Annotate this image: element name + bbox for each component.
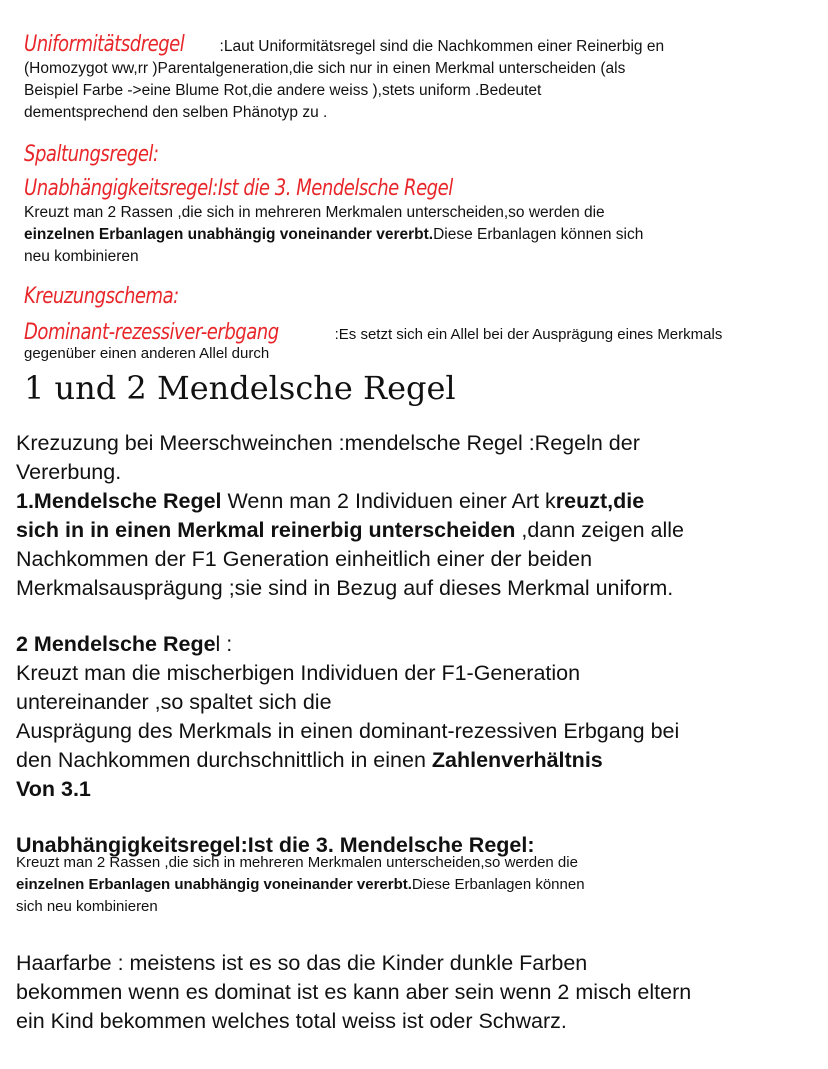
independence-bold: einzelnen Erbanlagen unabhängig voneinander vererbt. bbox=[24, 226, 434, 243]
independence-line-2: Diese Erbanlagen können sich bbox=[433, 226, 644, 243]
rule2-label-rest: l : bbox=[215, 632, 233, 656]
dominant-recessive-block bbox=[24, 322, 804, 362]
dominant-recessive-line-2: gegenüber einen anderen Allel durch bbox=[24, 345, 270, 362]
dominant-recessive-heading: Dominant-rezessiver-erbgang bbox=[24, 320, 279, 345]
page-title: 1 und 2 Mendelsche Regel bbox=[24, 369, 456, 407]
uniformity-text: :Laut Uniformitätsregel sind die Nachkommen einer Reinerbig en bbox=[219, 38, 665, 55]
rule2-line-5: Von 3.1 bbox=[16, 777, 91, 801]
rule2-line-2: untereinander ,so spaltet sich die bbox=[16, 690, 332, 714]
hair-line-1: Haarfarbe : meistens ist es so das die Kinder dunkle Farben bbox=[16, 951, 588, 975]
rule1-bold-2: sich in in einen Merkmal reinerbig unterscheiden bbox=[16, 518, 516, 542]
rule1-label: 1.Mendelsche Regel bbox=[16, 489, 222, 513]
rule3-body bbox=[16, 852, 796, 918]
uniformity-heading: Uniformitätsdregel bbox=[24, 32, 185, 57]
uniformity-rule-block bbox=[24, 34, 804, 124]
rule2-line-3: Ausprägung des Merkmals in einen dominant-rezessiven Erbgang bei bbox=[16, 719, 680, 743]
independence-line-3: neu kombinieren bbox=[24, 248, 139, 265]
main-body bbox=[16, 429, 796, 860]
rule2-line-4b: Zahlenverhältnis bbox=[431, 748, 603, 772]
rule1-bold-1: reuzt,die bbox=[555, 489, 645, 513]
uniformity-line-2: (Homozygot ww,rr )Parentalgeneration,die sich nur in einen Merkmal unterscheiden (als bbox=[24, 60, 626, 77]
rule2-line-4a: den Nachkommen durchschnittlich in einen bbox=[16, 748, 432, 772]
cross-scheme-heading: Kreuzungschema: bbox=[24, 284, 179, 309]
dominant-recessive-text: :Es setzt sich ein Allel bei der Ausprägung eines Merkmals bbox=[334, 326, 723, 343]
rule3-bold: einzelnen Erbanlagen unabhängig voneinander vererbt. bbox=[16, 876, 412, 893]
rule3-line-3: sich neu kombinieren bbox=[16, 898, 158, 915]
segregation-rule-block bbox=[24, 142, 804, 167]
independence-heading: Unabhängigkeitsregel:Ist die 3. Mendelsche Regel bbox=[24, 176, 453, 201]
segregation-heading: Spaltungsregel: bbox=[24, 142, 159, 167]
cross-scheme-block bbox=[24, 284, 804, 309]
rule2-label: 2 Mendelsche Rege bbox=[16, 632, 216, 656]
rule1-line-3: Nachkommen der F1 Generation einheitlich einer der beiden bbox=[16, 547, 593, 571]
rule3-line-1: Kreuzt man 2 Rassen ,die sich in mehreren Merkmalen unterscheiden,so werden die bbox=[16, 854, 578, 871]
rule1-text-1: Wenn man 2 Individuen einer Art k bbox=[221, 489, 556, 513]
hair-line-3: ein Kind bekommen welches total weiss ist oder Schwarz. bbox=[16, 1009, 567, 1033]
hair-color-block bbox=[16, 949, 796, 1036]
independence-rule-block bbox=[24, 178, 804, 268]
rule1-text-2: ,dann zeigen alle bbox=[515, 518, 684, 542]
hair-line-2: bekommen wenn es dominat ist es kann aber sein wenn 2 misch eltern bbox=[16, 980, 692, 1004]
rule1-line-4: Merkmalsausprägung ;sie sind in Bezug auf dieses Merkmal uniform. bbox=[16, 576, 674, 600]
independence-line-1: Kreuzt man 2 Rassen ,die sich in mehreren Merkmalen unterscheiden,so werden die bbox=[24, 204, 605, 221]
uniformity-line-4: dementsprechend den selben Phänotyp zu . bbox=[24, 104, 328, 121]
rule3-line-2: Diese Erbanlagen können bbox=[411, 876, 585, 893]
uniformity-line-3: Beispiel Farbe ->eine Blume Rot,die andere weiss ),stets uniform .Bedeutet bbox=[24, 82, 542, 99]
intro-line-1: Krezuzung bei Meerschweinchen :mendelsche Regel :Regeln der bbox=[16, 431, 640, 455]
intro-line-2: Vererbung. bbox=[16, 460, 122, 484]
rule3-heading: Unabhängigkeitsregel:Ist die 3. Mendelsche Regel: bbox=[16, 833, 535, 857]
rule2-line-1: Kreuzt man die mischerbigen Individuen der F1-Generation bbox=[16, 661, 581, 685]
